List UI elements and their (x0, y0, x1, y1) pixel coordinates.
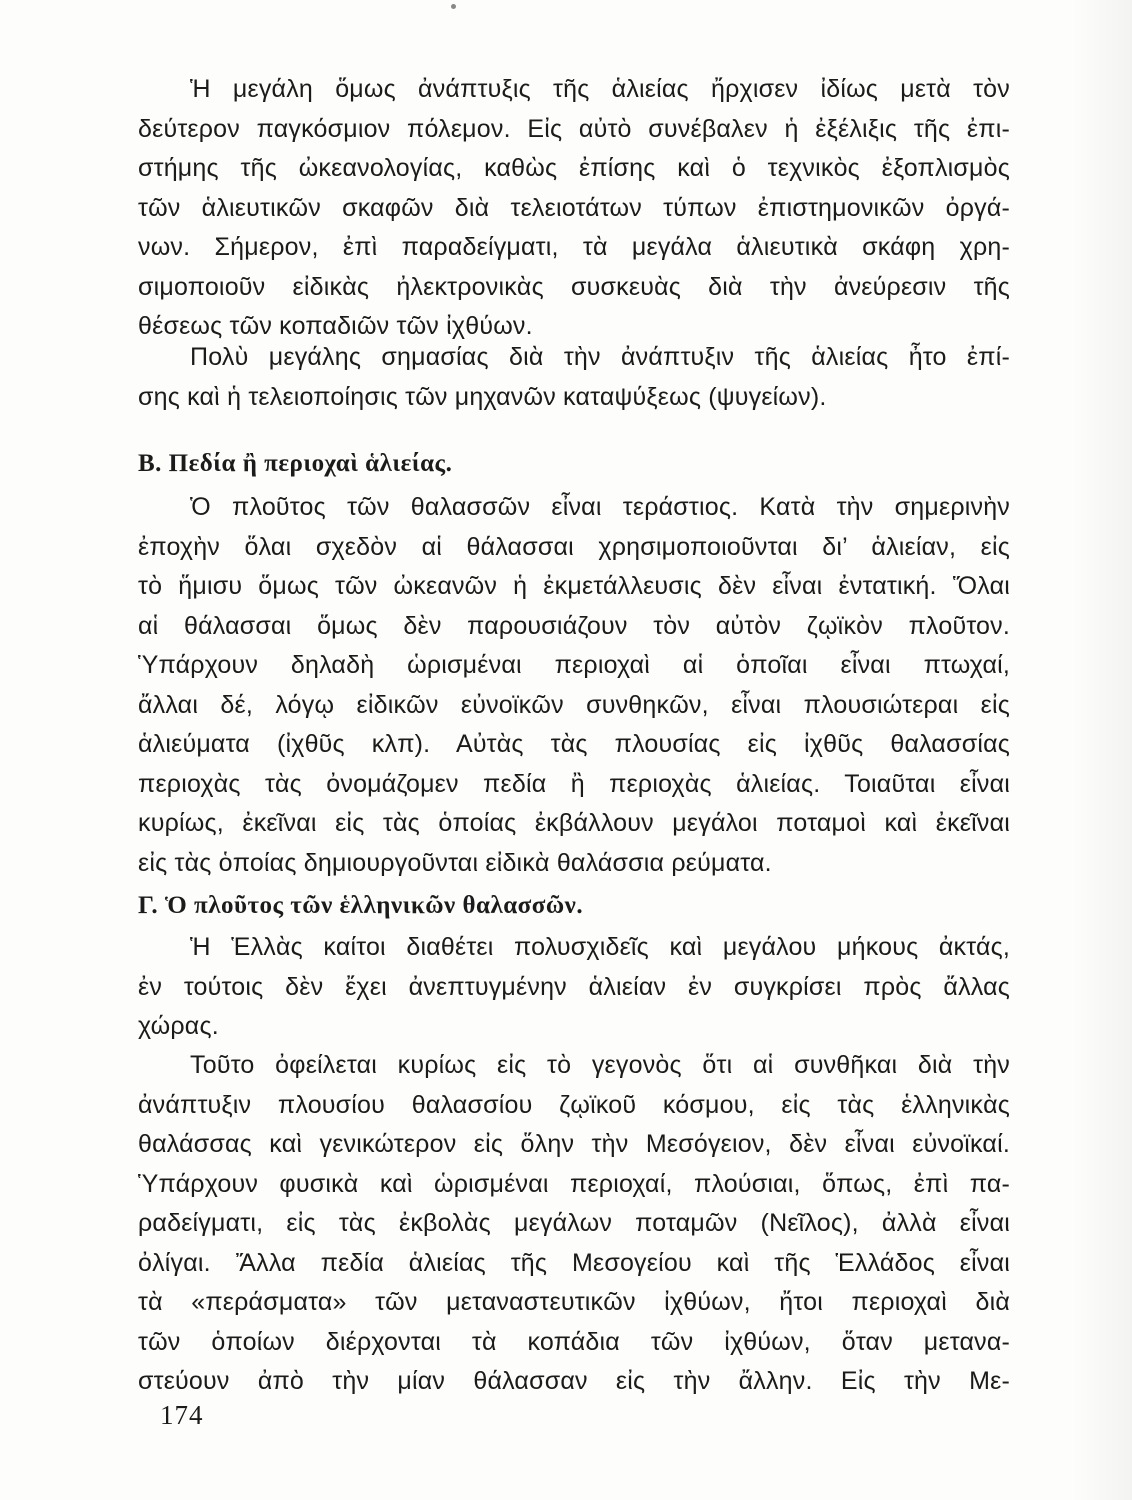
paragraph-4 (138, 928, 1010, 1047)
section-heading-b: Β. Πεδία ἢ περιοχαὶ ἁλιείας. (138, 450, 453, 477)
text-line: Ὑπάρχουν δηλαδὴ ὡρισμέναι περιοχαὶ αἱ ὁποῖαι εἶναι πτωχαί, (138, 651, 1010, 679)
paragraph-5 (138, 1046, 1010, 1402)
text-line: ὀλίγαι. Ἄλλα πεδία ἁλιείας τῆς Μεσογείου καὶ τῆς Ἑλλάδος εἶναι (138, 1248, 1010, 1277)
text-line: Ἡ μεγάλη ὅμως ἀνάπτυξις τῆς ἁλιείας ἤρχισεν ἰδίως μετὰ τὸν (190, 75, 1010, 103)
text-line: ἀνάπτυξιν πλουσίου θαλασσίου ζῳϊκοῦ κόσμου, εἰς τὰς ἑλληνικὰς (138, 1090, 1010, 1119)
text-line: στήμης τῆς ὠκεανολογίας, καθὼς ἐπίσης καὶ ὁ τεχνικὸς ἐξοπλισμὸς (138, 154, 1010, 182)
text-line: αἱ θάλασσαι ὅμως δὲν παρουσιάζουν τὸν αὐτὸν ζῳϊκὸν πλοῦτον. (138, 611, 1010, 640)
text-line: σης καὶ ἡ τελειοποίησις τῶν μηχανῶν καταψύξεως (ψυγείων). (138, 382, 827, 411)
text-line: ἐν τούτοις δὲν ἔχει ἀνεπτυγμένην ἁλιείαν ἐν συγκρίσει πρὸς ἄλλας (138, 972, 1010, 1001)
text-line: ἐποχὴν ὅλαι σχεδὸν αἱ θάλασσαι χρησιμοποιοῦνται δι’ ἁλιείαν, εἰς (138, 532, 1010, 561)
text-line: τῶν ὁποίων διέρχονται τὰ κοπάδια τῶν ἰχθύων, ὅταν μετανα- (138, 1327, 1010, 1356)
text-line: εἰς τὰς ὁποίας δημιουργοῦνται εἰδικὰ θαλάσσια ρεύματα. (138, 848, 772, 877)
text-line: Ἡ Ἑλλὰς καίτοι διαθέτει πολυσχιδεῖς καὶ μεγάλου μήκους ἀκτάς, (190, 933, 1010, 961)
text-line: χώρας. (138, 1012, 219, 1040)
text-line: σιμοποιοῦν εἰδικὰς ἠλεκτρονικὰς συσκευὰς διὰ τὴν ἀνεύρεσιν τῆς (138, 272, 1010, 301)
text-line: ἄλλαι δέ, λόγῳ εἰδικῶν εὐνοϊκῶν συνθηκῶν, εἶναι πλουσιώτεραι εἰς (138, 690, 1010, 719)
text-line: κυρίως, ἐκεῖναι εἰς τὰς ὁποίας ἐκβάλλουν μεγάλοι ποταμοὶ καὶ ἐκεῖναι (138, 809, 1010, 837)
text-line: τὰ «περάσματα» τῶν μεταναστευτικῶν ἰχθύων, ἤτοι περιοχαὶ διὰ (138, 1288, 1010, 1316)
text-line: τὸ ἥμισυ ὅμως τῶν ὠκεανῶν ἡ ἐκμετάλλευσις δὲν εἶναι ἐντατική. Ὅλαι (138, 572, 1010, 600)
text-line: περιοχὰς τὰς ὀνομάζομεν πεδία ἢ περιοχὰς ἁλιείας. Τοιαῦται εἶναι (138, 769, 1010, 798)
text-line: Ὑπάρχουν φυσικὰ καὶ ὡρισμέναι περιοχαί, πλούσιαι, ὅπως, ἐπὶ πα- (138, 1169, 1010, 1198)
text-line: ραδείγματι, εἰς τὰς ἐκβολὰς μεγάλων ποταμῶν (Νεῖλος), ἀλλὰ εἶναι (138, 1209, 1010, 1237)
text-line: τῶν ἁλιευτικῶν σκαφῶν διὰ τελειοτάτων τύπων ἐπιστημονικῶν ὀργά- (138, 193, 1010, 222)
section-heading-g: Γ. Ὁ πλοῦτος τῶν ἑλληνικῶν θαλασσῶν. (138, 892, 584, 919)
text-line: νων. Σήμερον, ἐπὶ παραδείγματι, τὰ μεγάλα ἁλιευτικὰ σκάφη χρη- (138, 233, 1010, 261)
text-line: στεύουν ἀπὸ τὴν μίαν θάλασσαν εἰς τὴν ἄλλην. Εἰς τὴν Με- (138, 1367, 1010, 1395)
text-line: θέσεως τῶν κοπαδιῶν τῶν ἰχθύων. (138, 312, 533, 340)
paragraph-1 (138, 70, 1010, 347)
paragraph-3 (138, 488, 1010, 883)
text-line: Πολὺ μεγάλης σημασίας διὰ τὴν ἀνάπτυξιν τῆς ἁλιείας ἦτο ἐπί- (190, 343, 1010, 371)
paragraph-2 (138, 338, 1010, 417)
text-line: Τοῦτο ὀφείλεται κυρίως εἰς τὸ γεγονὸς ὅτι αἱ συνθῆκαι διὰ τὴν (190, 1051, 1010, 1079)
text-line: Ὁ πλοῦτος τῶν θαλασσῶν εἶναι τεράστιος. Κατὰ τὴν σημερινὴν (190, 493, 1010, 521)
text-line: δεύτερον παγκόσμιον πόλεμον. Εἰς αὐτὸ συνέβαλεν ἡ ἐξέλιξις τῆς ἐπι- (138, 114, 1010, 143)
print-speck (451, 4, 456, 9)
page-number: 174 (160, 1400, 204, 1430)
text-line: θαλάσσας καὶ γενικώτερον εἰς ὅλην τὴν Μεσόγειον, δὲν εἶναι εὐνοϊκαί. (138, 1130, 1010, 1158)
text-line: ἁλιεύματα (ἰχθῦς κλπ). Αὐτὰς τὰς πλουσίας εἰς ἰχθῦς θαλασσίας (138, 730, 1010, 758)
